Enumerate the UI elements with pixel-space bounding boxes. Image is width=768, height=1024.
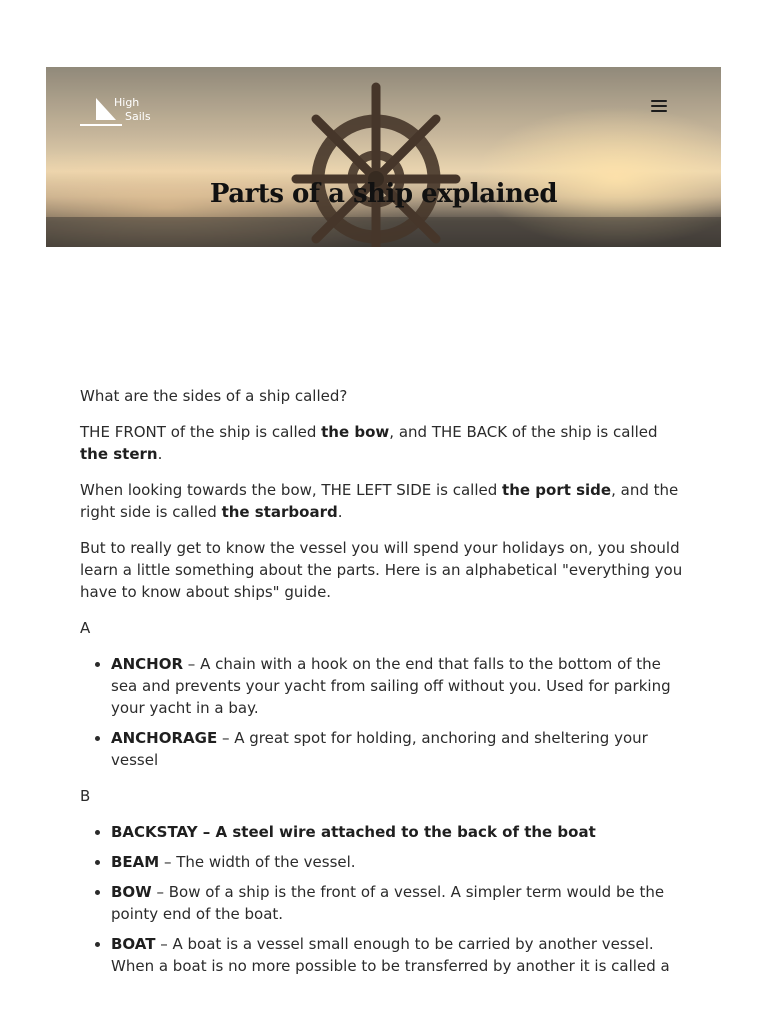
ship-wheel-image bbox=[46, 67, 721, 247]
term-starboard: the starboard bbox=[221, 503, 338, 521]
brand-word-sails: Sails bbox=[125, 110, 151, 123]
text: , and THE BACK of the ship is called bbox=[389, 423, 658, 441]
glossary-item bbox=[111, 727, 690, 771]
term-port-side: the port side bbox=[502, 481, 612, 499]
hamburger-menu-icon[interactable] bbox=[651, 98, 667, 114]
glossary-definition: – A great spot for holding, anchoring and sheltering your vessel bbox=[111, 729, 648, 769]
text: THE FRONT of the ship is called bbox=[80, 423, 322, 441]
menu-bar bbox=[651, 105, 667, 107]
section-letter-b: B bbox=[80, 787, 91, 805]
term-bow: the bow bbox=[321, 423, 390, 441]
glossary-item bbox=[111, 653, 690, 719]
glossary-definition: – The width of the vessel. bbox=[159, 853, 356, 871]
brand-word-high: High bbox=[114, 96, 140, 109]
text: , and the right side is called bbox=[80, 481, 679, 521]
hero-banner bbox=[46, 67, 721, 247]
glossary-term: BOW bbox=[111, 883, 152, 901]
glossary-item bbox=[111, 851, 690, 873]
glossary-definition: – Bow of a ship is the front of a vessel. A simpler term would be the pointy end of the boat. bbox=[111, 883, 665, 923]
glossary-item bbox=[111, 933, 690, 977]
logo-underline bbox=[80, 124, 122, 126]
sail-icon bbox=[96, 98, 116, 122]
menu-bar bbox=[651, 110, 667, 112]
text: When looking towards the bow, THE LEFT SIDE is called bbox=[80, 481, 503, 499]
glossary-list-a bbox=[80, 653, 690, 771]
glossary-term: BEAM bbox=[111, 853, 160, 871]
glossary-term: BACKSTAY – A steel wire attached to the back of the boat bbox=[111, 823, 596, 841]
section-letter-a: A bbox=[80, 619, 91, 637]
glossary-definition: – A chain with a hook on the end that falls to the bottom of the sea and prevents your yacht from sailing off without you. Used for parking your yacht in a bay. bbox=[111, 655, 671, 717]
text: . bbox=[337, 503, 343, 521]
page-title: Parts of a ship explained bbox=[209, 179, 558, 209]
paragraph-port-starboard bbox=[80, 479, 690, 523]
glossary-term: ANCHOR bbox=[111, 655, 184, 673]
intro-question: What are the sides of a ship called? bbox=[80, 387, 348, 405]
glossary-term: BOAT bbox=[111, 935, 156, 953]
paragraph-guide-intro: But to really get to know the vessel you will spend your holidays on, you should learn a little something about the parts. Here is an alphabetical "everything you have to know about ships" guide. bbox=[80, 539, 683, 601]
glossary-item bbox=[111, 881, 690, 925]
brand-logo[interactable] bbox=[80, 95, 160, 129]
paragraph-front-back bbox=[80, 421, 690, 465]
article-body bbox=[80, 385, 690, 991]
term-stern: the stern bbox=[80, 445, 158, 463]
glossary-item bbox=[111, 821, 690, 843]
glossary-definition: – A boat is a vessel small enough to be carried by another vessel. When a boat is no more possible to be transferred by another it is called a bbox=[111, 935, 670, 975]
glossary-list-b bbox=[80, 821, 690, 977]
text: . bbox=[157, 445, 163, 463]
menu-bar bbox=[651, 100, 667, 102]
glossary-term: ANCHORAGE bbox=[111, 729, 218, 747]
